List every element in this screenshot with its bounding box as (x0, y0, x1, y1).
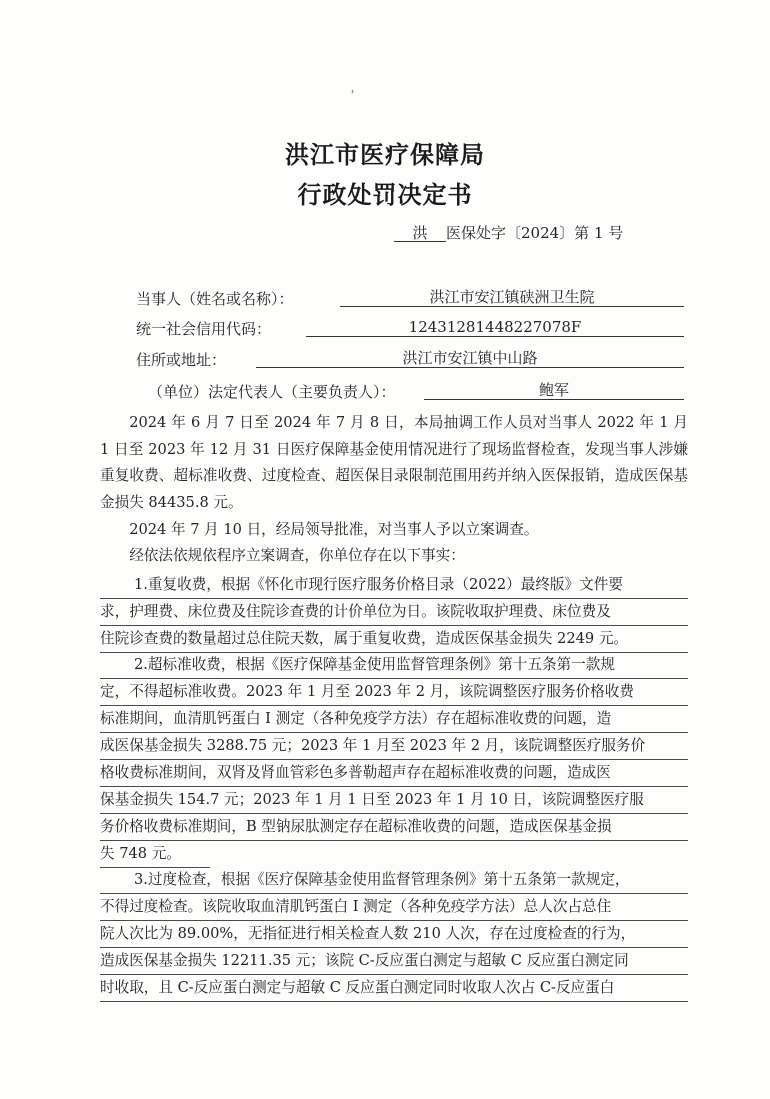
document-number-prefix: 洪 (394, 225, 446, 242)
address-value: 洪江市安江镇中山路 (256, 349, 684, 368)
fact-line: 1.重复收费，根据《怀化市现行医疗服务价格目录（2022）最终版》文件要 (100, 572, 688, 599)
fact-item-duplicate-charges (100, 572, 688, 653)
fact-line: 2.超标准收费，根据《医疗保障基金使用监督管理条例》第十五条第一款规 (100, 652, 688, 679)
address-label: 住所或地址： (136, 351, 227, 369)
fact-line: 院人次比为 89.00%，无指征进行相关检查人数 210 人次，存在过度检查的行为， (100, 921, 688, 948)
agency-title: 洪江市医疗保障局 (285, 140, 485, 169)
fact-line: 求，护理费、床位费及住院诊查费的计价单位为日。该院收取护理费、床位费及 (100, 599, 688, 626)
document-type-title: 行政处罚决定书 (297, 180, 473, 209)
fact-line: 3.过度检查，根据《医疗保障基金使用监督管理条例》第十五条第一款规定， (100, 867, 688, 894)
fact-line: 标准期间，血清肌钙蛋白 I 测定（各种免疫学方法）存在超标准收费的问题，造 (100, 706, 688, 733)
fact-line: 成医保基金损失 3288.75 元；2023 年 1 月至 2023 年 2 月，该院调整医疗服务价 (100, 733, 688, 760)
document-number (394, 222, 623, 243)
document-number-suffix: 医保处字〔2024〕第 1 号 (446, 224, 624, 242)
party-label: 当事人（姓名或名称）： (136, 290, 294, 308)
fact-line: 保基金损失 154.7 元；2023 年 1 月 1 日至 2023 年 1 月 10 日，该院调整医疗服 (100, 787, 688, 814)
credit-code-label: 统一社会信用代码： (136, 320, 272, 338)
party-value: 洪江市安江镇硖洲卫生院 (340, 288, 684, 307)
fact-line: 定，不得超标准收费。2023 年 1 月至 2023 年 2 月，该院调整医疗服务价格收费 (100, 679, 688, 706)
legal-rep-label: （单位）法定代表人（主要负责人）： (148, 383, 396, 401)
facts-intro-paragraph: 经依法依规依程序立案调查，你单位存在以下事实： (129, 547, 465, 564)
fact-line: 务价格收费标准期间，B 型钠尿肽测定存在超标准收费的问题，造成医保基金损 (100, 814, 688, 841)
fact-line: 不得过度检查。该院收取血清肌钙蛋白 I 测定（各种免疫学方法）总人次占总住 (100, 894, 688, 921)
fact-line: 格收费标准期间，双肾及肾血管彩色多普勒超声存在超标准收费的问题，造成医 (100, 760, 688, 787)
inspection-paragraph: 2024 年 6 月 7 日至 2024 年 7 月 8 日，本局抽调工作人员对当事人 2022 年 1 月 1 日至 2023 年 12 月 31 日医疗保障基金使用情况进行了现场监督检查，发现当事人涉嫌重复收费、超标准收费、过度检查、超医保目录限制范围用药并纳入医保报销，造成医保基金损失 84435.8 元。 (100, 414, 688, 511)
fact-item-over-standard-charges (100, 652, 688, 868)
credit-code-value: 12431281448227078F (306, 318, 684, 337)
fact-line: 造成医保基金损失 12211.35 元；该院 C-反应蛋白测定与超敏 C 反应蛋白测定同 (100, 948, 688, 975)
fact-line: 失 748 元。 (100, 841, 210, 868)
case-filing-paragraph: 2024 年 7 月 10 日，经局领导批准，对当事人予以立案调查。 (129, 521, 539, 538)
scan-speck: ʾ (351, 88, 355, 102)
fact-item-excessive-examination (100, 867, 688, 1002)
legal-rep-value: 鲍军 (424, 381, 684, 400)
fact-line: 时收取，且 C-反应蛋白测定与超敏 C 反应蛋白测定同时收取人次占 C-反应蛋白 (100, 975, 688, 1002)
fact-line: 住院诊查费的数量超过总住院天数，属于重复收费，造成医保基金损失 2249 元。 (100, 626, 688, 653)
